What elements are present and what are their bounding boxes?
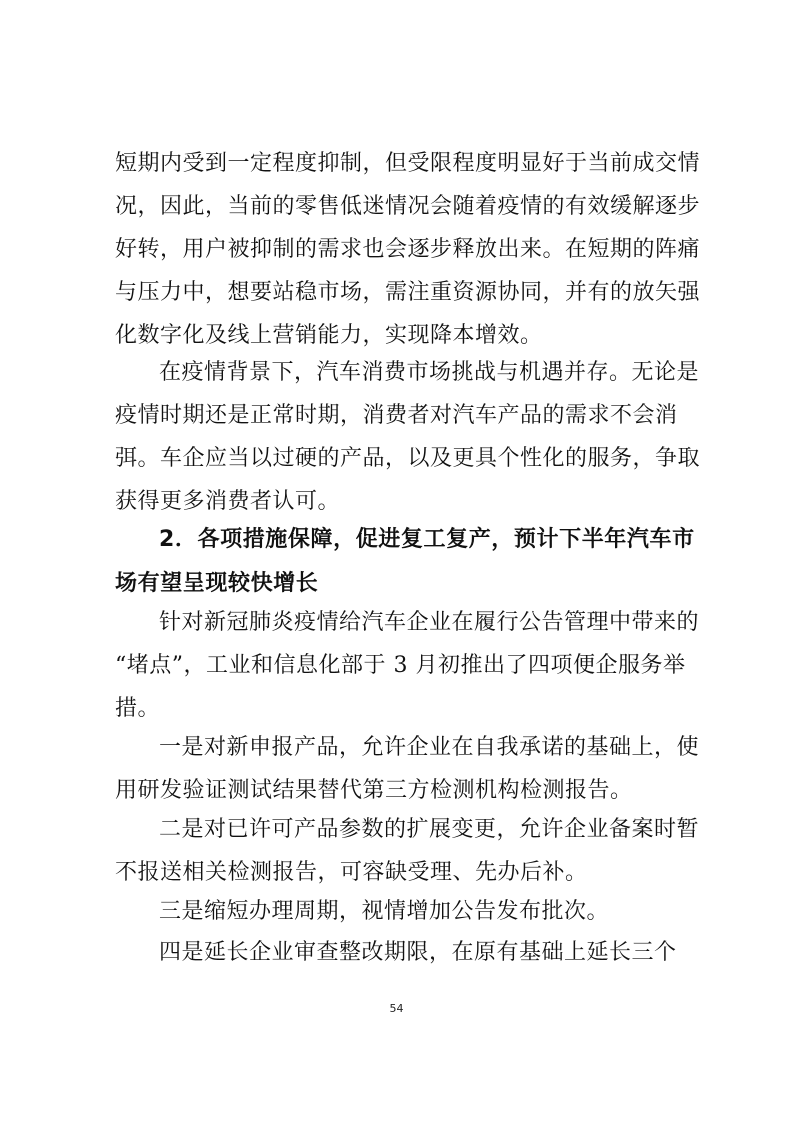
page-number: 54 <box>389 1002 404 1015</box>
paragraph-start-line: 四是延长企业审查整改期限，在原有基础上延长三个 <box>159 940 677 965</box>
paragraph-start-line: 针对新冠肺炎疫情给汽车企业在履行公告管理中带来的 <box>159 610 700 635</box>
body-text-line: “堵点”，工业和信息化部于 3 月初推出了四项便企服务举 <box>115 653 686 678</box>
body-text-line: 况，因此，当前的零售低迷情况会随着疫情的有效缓解逐步 <box>115 194 701 219</box>
body-text-line: 用研发验证测试结果替代第三方检测机构检测报告。 <box>115 778 633 803</box>
paragraph-start-line: 在疫情背景下，汽车消费市场挑战与机遇并存。无论是 <box>159 360 700 385</box>
section-heading-line: 2．各项措施保障，促进复工复产，预计下半年汽车市 <box>159 527 695 552</box>
body-text-line: 弭。车企应当以过硬的产品，以及更具个性化的服务，争取 <box>115 446 701 471</box>
body-text-line: 获得更多消费者认可。 <box>115 489 341 514</box>
body-text-line: 化数字化及线上营销能力，实现降本增效。 <box>115 323 543 348</box>
paragraph-start-line: 三是缩短办理周期，视情增加公告发布批次。 <box>159 899 610 924</box>
body-text-line: 不报送相关检测报告，可容缺受理、先办后补。 <box>115 860 588 885</box>
body-text-line: 疫情时期还是正常时期，消费者对汽车产品的需求不会消 <box>115 403 678 428</box>
body-text-line: 与压力中，想要站稳市场，需注重资源协同，并有的放矢强 <box>115 280 701 305</box>
body-text-line: 短期内受到一定程度抑制，但受限程度明显好于当前成交情 <box>115 151 701 176</box>
body-text-line: 措。 <box>115 696 161 721</box>
paragraph-start-line: 二是对已许可产品参数的扩展变更，允许企业备案时暂 <box>159 817 700 842</box>
paragraph-start-line: 一是对新申报产品，允许企业在自我承诺的基础上，使 <box>159 735 700 760</box>
section-heading-line: 场有望呈现较快增长 <box>115 571 319 596</box>
body-text-line: 好转，用户被抑制的需求也会逐步释放出来。在短期的阵痛 <box>115 237 701 262</box>
